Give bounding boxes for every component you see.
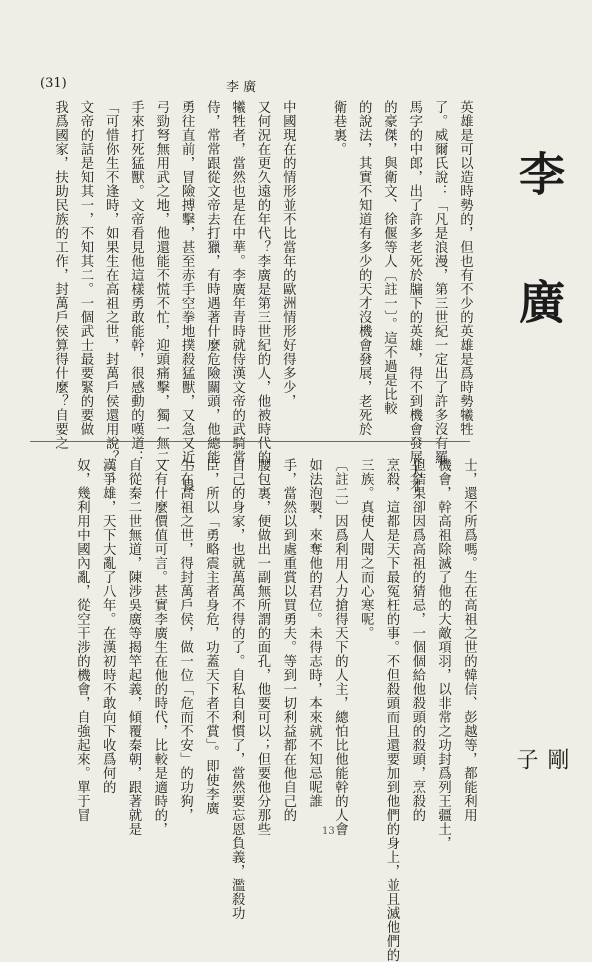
text-column: 的豪傑，與衛文、徐偃等人〔註一〕。這不過是比較	[381, 100, 397, 416]
text-column: 生在高祖之世，得封萬戶侯，做一位「危而不安」的功狗，	[177, 458, 193, 822]
text-column: 「可惜你生不逢時，如果生在高祖之世，封萬戶侯還用說？」	[103, 100, 119, 478]
text-column: 弓勁弩無用武之地，他還能不慌不忙，迎頭痛擊，獨一無二	[153, 100, 169, 464]
section-divider	[30, 441, 470, 442]
text-column: 腰包裏，便做出一副無所謂的面孔，他要可以；但要他分那些	[255, 458, 270, 836]
text-column: 又有什麼價值可言。甚實李廣生在他的時代，比較是適時的，	[151, 458, 167, 836]
text-column: 機會，幹高祖除滅了他的大敵項羽，以非常之功封爲列王疆土，	[435, 458, 451, 850]
text-column: 〔註二〕因爲利用人力搶得天下的人主，總怕比他能幹的人會	[332, 458, 348, 836]
page-number: (31)	[40, 76, 67, 91]
text-column: 侍，常常跟從文帝去打獵，有時遇著什麼危險關頭，他總能	[204, 100, 220, 464]
article-title: 李 廣	[512, 150, 566, 338]
text-column: 勇往直前，冒險搏擊，甚至赤手空拳地撲殺猛獸，又急又近，良	[179, 100, 195, 492]
text-column: 衛巷裏。	[330, 100, 346, 156]
text-column: 烹殺，這都是天下最冤枉的事。不但殺頭而且還要加到他們的身上，並且滅他們的	[384, 458, 399, 962]
text-column: 我爲國家，扶助民族的工作，封萬戶侯算得什麼？自要之	[52, 100, 68, 450]
text-column: 奴，幾利用中國內亂，從空干涉的機會，自強起來。單于冒	[74, 458, 90, 822]
text-column: 了。威爾氏說：「凡是浪漫，第三世紀一定出了許多沒有羅	[432, 100, 448, 464]
text-column: 文帝的話是知其一，不知其二。一個武士最要緊的要做	[77, 100, 93, 436]
text-column: 手，當然以到處重賞以買勇夫。等到一切利益都在他自己的	[280, 458, 296, 822]
text-column: 手來打死猛獸。文帝看見他這樣勇敢能幹，很感動的嘆道：	[128, 100, 144, 464]
text-column: 的說法，其實不知道有多少的天才沒機會發展，老死於	[356, 100, 372, 436]
text-column: 英雄是可以造時勢的，但也有不少的英雄是爲時勢犧牲	[457, 100, 473, 436]
text-column: 士，還不所爲嗎。生在高祖之世的韓信、彭越等，都能利用	[461, 458, 477, 822]
text-column: 自己的身家，也就萬萬不得的了。自私自利慣了，當然要忘恩負義，濫殺功	[229, 458, 245, 920]
text-column: 自從秦二世無道，陳涉吳廣等揭竿起義，傾覆秦朝，跟著就是	[126, 458, 141, 836]
text-column: 但結果卻因爲高祖的猜忌，一個個給他殺頭的殺頭，烹殺的	[409, 458, 425, 822]
running-header-title: 李 廣	[226, 80, 257, 95]
text-column: 臣，所以「勇略震主者身危，功蓋天下者不賞」。即使李廣	[203, 458, 219, 816]
text-column: 又何況在更久遠的年代？李廣是第三世紀的人，他被時代的	[255, 100, 270, 464]
text-column: 三族。真使人聞之而心寒呢。	[358, 458, 374, 640]
article-author: 剛 子	[513, 748, 569, 788]
text-column: 犧牲者，當然也是在中華。李廣年青時就侍漢文帝的武騎常	[229, 100, 245, 464]
text-column: 馬字的中郎，出了許多老死於牖下的英雄，得不到機會發展天才	[406, 100, 422, 492]
text-column: 漢爭雄，天下大亂了八年。在漢初時不敢向下收爲何的	[100, 458, 116, 794]
text-column: 中國現在的情形並不比當年的歐洲情形好得多少，	[280, 100, 296, 408]
footer-mark: 13	[322, 826, 335, 837]
text-column: 如法泡製，來奪他的君位。未得志時，本來就不知忌呢誰	[306, 458, 322, 808]
